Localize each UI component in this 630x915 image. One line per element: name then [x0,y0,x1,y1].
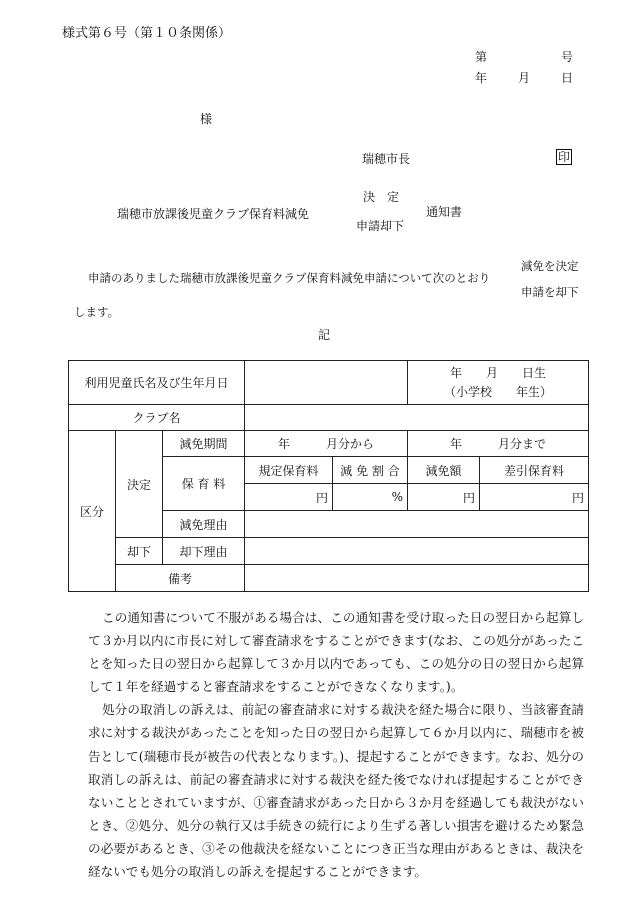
body-sentence-lead: 申請のありました瑞穂市放課後児童クラブ保育料減免申請について次のとおり [88,271,491,285]
reason-cell[interactable] [245,511,589,538]
title-main: 瑞穂市放課後児童クラブ保育料減免 [117,207,310,221]
date-year: 年 [475,71,488,85]
reject-reason-label: 却下理由 [163,538,245,565]
fee-col-rate: 減 免 割 合 [333,457,408,484]
grade-line: （小学校 年生） [444,384,553,399]
doc-number-suffix: 号 [561,50,574,64]
exemption-table [68,360,589,592]
seal-mark: 印 [558,150,571,164]
title-option-reject: 申請却下 [356,219,405,233]
category-label: 区分 [69,431,116,592]
doc-number-prefix: 第 [475,50,488,64]
period-from[interactable]: 年 月分から [245,431,408,457]
fee-rate-value[interactable]: % [333,484,408,511]
period-label: 減免期間 [163,431,245,457]
body-sentence-end: します。 [74,305,120,319]
fee-col-amount: 減免額 [408,457,480,484]
remarks-label: 備考 [116,565,245,592]
club-name-cell[interactable] [245,405,589,431]
fee-col-net: 差引保育料 [480,457,589,484]
title-option-approve: 決 定 [363,190,400,204]
remarks-cell[interactable] [245,565,589,592]
addressee-honorific: 様 [200,112,213,126]
decision-label: 決定 [116,431,163,538]
notes-paragraph-2: 処分の取消しの訴えは、前記の審査請求に対する裁決を経た場合に限り、当該審査請求に対する裁決があったことを知った日の翌日から起算して６か月以内に、瑞穂市を被告として(瑞穂市長が被告の代表となります。)、提起することができます。なお、処分の取消しの訴えは、前記の審査請求に対する裁決を経た後でなければ提起することができないこととされていますが、①審査請求があった日から３か月を経過しても裁決がないとき、②処分、処分の執行又は手続きの続行により生ずる著しい損害を避けるため緊急の必要があるとき、③その他裁決を経ないことにつき正当な理由があるときは、裁決を経ないでも処分の取消しの訴えを提起することができます。 [88,702,584,880]
reject-label: 却下 [116,538,163,565]
club-label: クラブ名 [69,405,245,431]
child-name-cell[interactable] [245,361,408,405]
reason-label: 減免理由 [163,511,245,538]
notes-paragraph-1: この通知書について不服がある場合は、この通知書を受け取った日の翌日から起算して３か月以内に市長に対して審査請求をすることができます(なお、この処分があったことを知った日の翌日から起算して３か月以内であっても、この処分の日の翌日から起算して１年を経過すると審査請求をすることができなくなります。)。 [88,610,584,695]
issuer-name: 瑞穂市長 [362,152,411,166]
notes-section [88,606,584,883]
reject-reason-cell[interactable] [245,538,589,565]
period-to[interactable]: 年 月分まで [408,431,589,457]
form-number: 様式第６号（第１０条関係） [62,26,232,41]
body-option-reject: 申請を却下 [521,285,579,299]
fee-net-value[interactable]: 円 [480,484,589,511]
ki-mark: 記 [318,328,331,342]
birth-line: 年 月 日生 [450,365,547,380]
fee-col-standard: 規定保育料 [245,457,333,484]
body-option-approve: 減免を決定 [521,259,579,273]
fee-label: 保 育 料 [163,457,245,511]
title-suffix: 通知書 [426,205,463,219]
fee-amount-value[interactable]: 円 [408,484,480,511]
birth-grade-cell[interactable] [408,361,589,405]
fee-standard-value[interactable]: 円 [245,484,333,511]
date-day: 日 [561,71,574,85]
child-label: 利用児童氏名及び生年月日 [69,361,245,405]
date-month: 月 [518,71,531,85]
